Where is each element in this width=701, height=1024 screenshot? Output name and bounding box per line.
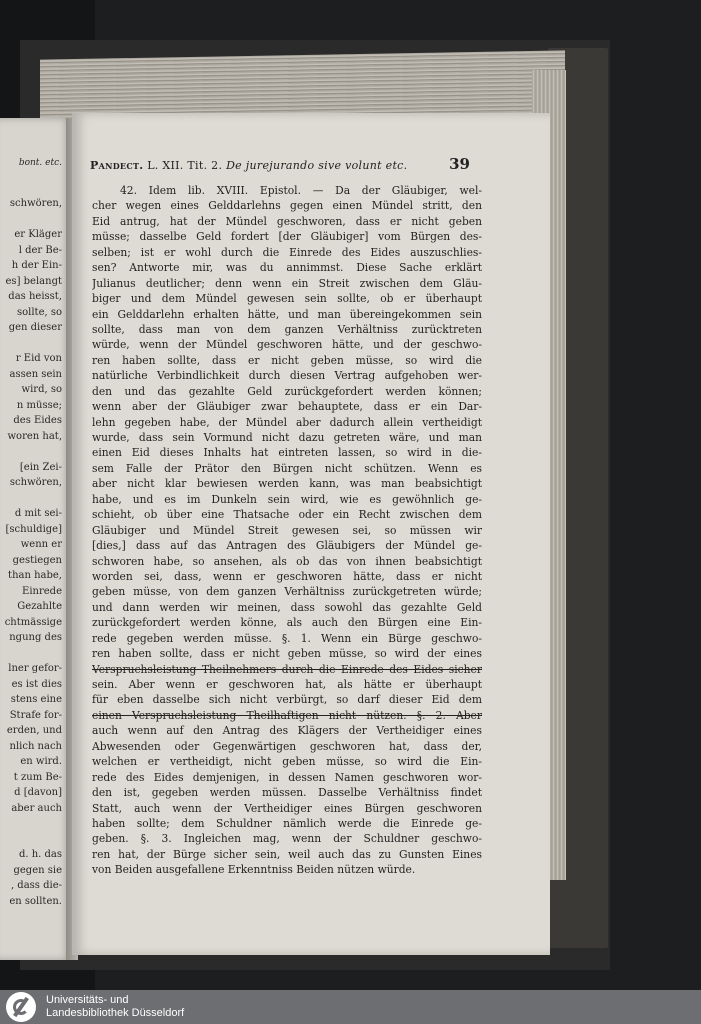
text-line: geben müsse, von dem ganzen Verhältniss zurückgetreten würde;	[92, 585, 482, 599]
left-page-line: es ist dies	[11, 678, 62, 690]
left-page-line: gen dieser	[8, 322, 62, 333]
left-page-line: than habe,	[8, 570, 62, 581]
left-page-line: aber auch	[11, 802, 62, 814]
running-head	[90, 159, 407, 172]
body-text	[92, 183, 482, 878]
left-page-line: Einrede	[22, 585, 62, 597]
left-page-line: [schuldige]	[5, 523, 62, 535]
text-line: worden sei, dass, wenn er geschworen hätte, dass er nicht	[92, 569, 482, 583]
text-line: wenn aber der Gläubiger zwar behauptete, dass er ein Dar-	[92, 400, 482, 414]
left-page-line: assen sein	[9, 368, 62, 380]
left-page-line: d mit sei-	[14, 508, 62, 519]
left-page-line: en wird.	[20, 756, 62, 767]
left-page-line: n müsse;	[16, 399, 62, 411]
right-page-header	[90, 155, 470, 173]
text-line: 42. Idem lib. XVIII. Epistol. — Da der Gläubiger, wel-	[120, 184, 482, 197]
left-page-line: Gezahlte	[17, 601, 62, 612]
text-line: Eid antrug, hat der Mündel geschworen, dass er nicht geben	[92, 214, 482, 228]
text-line: müsse; dasselbe Geld fordert [der Gläubiger] vom Bürgen des-	[92, 230, 482, 244]
running-head-prefix: Pandect.	[90, 159, 144, 172]
left-page-line	[0, 832, 62, 848]
left-page-line: stens eine	[10, 694, 62, 705]
left-page-line: ngung des	[9, 632, 62, 643]
text-line: ren haben sollte, dass er nicht geben müsse, so wird die	[92, 353, 482, 367]
left-page-line: , dass die-	[10, 880, 62, 891]
text-line: den und das gezahlte Geld zurückgefordert werden können;	[92, 384, 482, 398]
library-logo-icon	[6, 992, 36, 1022]
page-number: 39	[449, 155, 470, 173]
left-page-line	[0, 212, 62, 228]
text-line: auch wenn auf den Antrag des Klägers der Vertheidiger eines	[92, 724, 482, 738]
left-page-line: h der Ein-	[11, 260, 62, 271]
right-page	[72, 113, 550, 955]
left-page-line: gestiegen	[12, 554, 62, 566]
running-head-book: L. XII. Tit. 2.	[147, 159, 223, 172]
text-line: Julianus deutlicher; denn wenn ein Streit zwischen dem Gläu-	[92, 276, 482, 290]
text-line: sollte, dass man von dem ganzen Verhältniss zurücktreten	[92, 322, 482, 336]
left-page-line: lner gefor-	[8, 663, 62, 674]
text-line: ein Gelddarlehn erhalten hätte, und man übereingekommen sein	[92, 307, 482, 321]
left-page-line: nlich nach	[9, 740, 62, 752]
text-line: haben sollte; dem Schuldner nämlich werde die Einrede ge-	[92, 816, 482, 830]
text-line: von Beiden ausgefallene Erkenntniss Beiden nützen würde.	[92, 863, 416, 877]
left-page-line: t zum Be-	[13, 771, 62, 783]
text-line: habe, und es im Dunkeln sein wird, wie es gewöhnlich ge-	[92, 492, 482, 506]
text-line: rede des Eides demjenigen, in dessen Namen geschworen wor-	[92, 770, 482, 784]
text-line: sem Falle der Prätor den Bürgen nicht schützen. Wenn es	[92, 461, 482, 475]
text-line: lehn gegeben habe, der Mündel aber dadurch allein vertheidigt	[92, 415, 482, 429]
text-line: einen Verspruchsleistung Theilhaftigen nicht nützen. §. 2. Aber	[92, 708, 482, 722]
left-page-line: wenn er	[20, 539, 62, 550]
left-page-line	[0, 336, 62, 352]
left-page-header: bont. etc.	[18, 158, 62, 168]
left-page-line	[0, 646, 62, 662]
library-name	[46, 994, 184, 1020]
text-line: natürliche Verbindlichkeit durch diesen Vertrag aufgehoben wer-	[92, 369, 482, 383]
left-page-line: das heisst,	[8, 291, 62, 302]
left-page-line: d [davon]	[14, 787, 62, 798]
text-line: für eben dasselbe sich nicht verbürgt, so darf dieser Eid dem	[92, 693, 482, 707]
left-page-line: en sollten.	[9, 895, 62, 907]
text-line: und dann werden wir meinen, dass sowohl das gezahlte Geld	[92, 600, 482, 614]
left-page	[0, 118, 72, 960]
text-line: Gläubiger und Mündel Streit gewesen sei, so müssen wir	[92, 523, 482, 537]
text-line: schieht, ob über eine Thatsache oder ein Recht zwischen dem	[92, 508, 482, 522]
text-line: wurde, dass sein Vormund nicht dazu getreten wäre, und man	[92, 431, 482, 444]
left-page-line: sollte, so	[17, 306, 62, 318]
left-page-line: woren hat,	[7, 430, 62, 442]
left-page-line: l der Be-	[18, 244, 62, 256]
text-line: sein. Aber wenn er geschworen hat, als hätte er überhaupt	[92, 678, 482, 691]
left-page-line: es] belangt	[5, 275, 62, 287]
text-line: einen Eid dieses Inhalts hat eintreten lassen, so wird in die-	[92, 446, 482, 460]
left-page-line: wird, so	[21, 384, 62, 395]
left-page-line: er Kläger	[14, 229, 62, 240]
text-line: welchen er vertheidigt, nicht geben müsse, so wird die Ein-	[92, 755, 482, 769]
left-page-line: schwören,	[9, 198, 62, 209]
left-page-line: [ein Zei-	[19, 461, 62, 473]
left-page-line	[0, 491, 62, 507]
left-page-line: r Eid von	[15, 353, 62, 364]
left-page-line: erden, und	[6, 725, 62, 736]
text-line: selben; ist er wohl durch die Einrede des Eides auszuschlies-	[92, 245, 482, 259]
text-line: schworen habe, so ansehen, als ob das von ihnen beabsichtigt	[92, 554, 482, 568]
left-page-line: gegen sie	[13, 864, 62, 876]
text-line: würde, wenn der Mündel geschworen hätte, und der geschwo-	[92, 338, 482, 352]
running-head-title: De jurejurando sive volunt etc.	[226, 159, 408, 172]
left-page-line	[0, 816, 62, 832]
left-page-line	[0, 444, 62, 460]
text-line: biger und dem Mündel gewesen sein sollte, ob er überhaupt	[92, 292, 482, 306]
left-page-line: Strafe for-	[9, 709, 62, 721]
left-page-line: d. h. das	[18, 849, 62, 860]
text-line: [dies,] dass auf das Antragen des Gläubigers der Mündel ge-	[92, 539, 482, 553]
left-page-line: schwören,	[9, 477, 62, 488]
library-name-line2: Landesbibliothek Düsseldorf	[46, 1007, 185, 1019]
text-line: den ist, gegeben werden müssen. Dasselbe Verhältniss findet	[92, 786, 482, 800]
left-page-text	[0, 196, 62, 909]
text-line: ren hat, der Bürge sicher sein, weil auch das zu Gunsten Eines	[92, 847, 482, 861]
text-line: zurückgefordert werden könne, als auch den Bürgen eine Ein-	[92, 616, 482, 630]
left-page-line: chtmässige	[4, 616, 62, 628]
library-name-line1: Universitäts- und	[46, 994, 129, 1006]
text-line: Abwesenden oder Gegenwärtigen geschworen hat, dass der,	[92, 739, 482, 753]
text-line: aber nicht klar bewiesen werden kann, was man beabsichtigt	[92, 477, 482, 491]
text-line: ren haben sollte, dass er nicht geben müsse, so wird der eines	[92, 647, 482, 661]
text-line: sen? Antworte mir, was du annimmst. Diese Sache erklärt	[92, 261, 482, 275]
text-line: rede gegeben werden müsse. §. 1. Wenn ein Bürge geschwo-	[92, 631, 482, 645]
text-line: cher wegen eines Gelddarlehns gegen einen Mündel stritt, den	[92, 199, 482, 213]
text-line: Verspruchsleistung Theilnehmers durch die Einrede des Eides sicher	[92, 662, 482, 676]
library-footer	[0, 990, 701, 1024]
text-line: Statt, auch wenn der Vertheidiger eines Bürgen geschworen	[92, 801, 482, 815]
text-line: geben. §. 3. Ingleichen mag, wenn der Schuldner geschwo-	[92, 832, 482, 846]
left-page-line: des Eides	[13, 415, 62, 426]
